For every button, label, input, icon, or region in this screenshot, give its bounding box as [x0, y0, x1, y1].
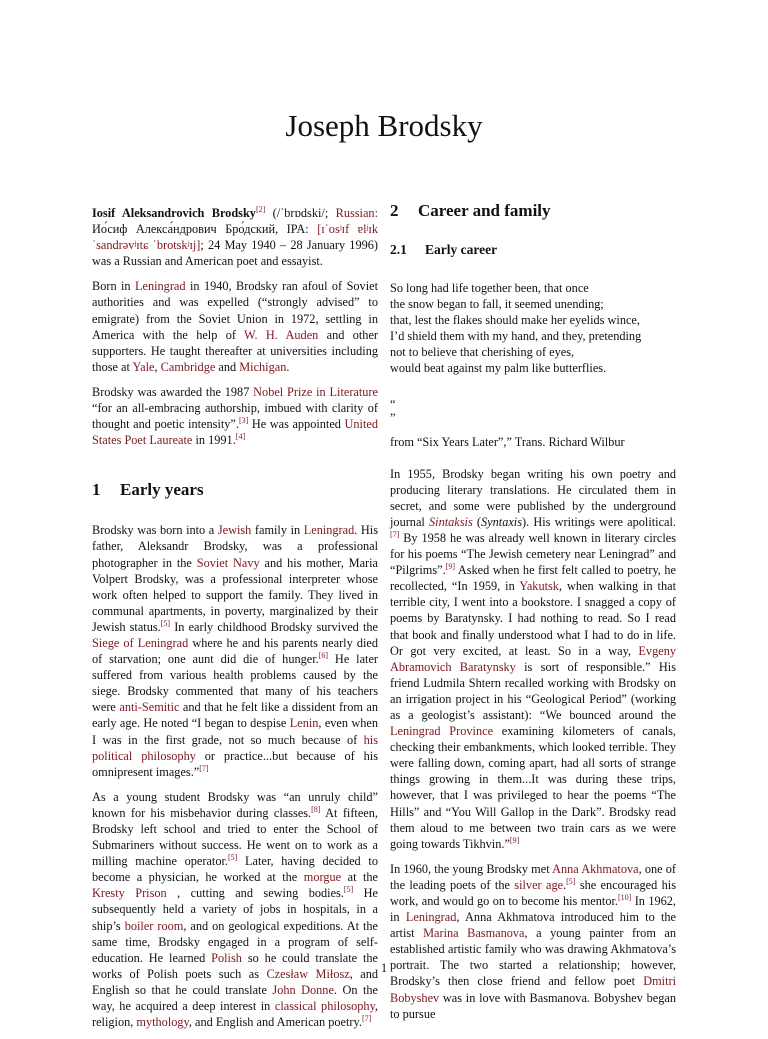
link-czeslaw-milosz[interactable]: Czesław Miłosz — [266, 966, 350, 981]
text-span: He was appointed — [248, 417, 345, 432]
section-heading-early-years — [92, 480, 378, 500]
poem-line: So long had life together been, that once — [390, 281, 589, 295]
text-span: ). His writings were apolitical. — [522, 514, 677, 529]
text-span: and other supporters. He taught thereafter at universities including those at — [92, 327, 379, 374]
poem-line: not to believe that cherishing of eyes, — [390, 345, 575, 360]
text-span: As a young student Brodsky was “an unruly child” known for his misbehavior during classes. — [92, 789, 378, 820]
text-span: ( — [472, 514, 482, 529]
citation-link[interactable]: [4] — [235, 432, 246, 442]
text-span: In early childhood Brodsky survived the — [170, 619, 378, 634]
poem-line: I’d shield them with my hand, and they, pretending — [390, 329, 642, 344]
text-span: , and on geological expeditions. At the same time, Brodsky engaged in a program of self-education. He learned — [92, 918, 378, 965]
text-span: Brodsky was awarded the 1987 — [92, 384, 254, 399]
link-anti-semitic[interactable]: anti-Semitic — [119, 700, 180, 715]
citation-link[interactable]: [9] — [509, 835, 520, 845]
subject-name: Iosif Aleksandrovich Brodsky — [92, 206, 256, 220]
link-leningrad-province[interactable]: Leningrad Province — [390, 724, 494, 739]
text-span: in 1991. — [192, 433, 236, 448]
text-span: , and English and American poetry. — [188, 1015, 362, 1030]
text-span: where he and his parents nearly died of starvation; one aunt did die of hunger. — [92, 635, 378, 667]
link-leningrad[interactable]: Leningrad — [303, 523, 355, 538]
link-siege-of-leningrad[interactable]: Siege of Leningrad — [92, 635, 189, 650]
text-span: Born in — [92, 279, 135, 294]
russian-language-link[interactable]: Russian: — [335, 206, 378, 220]
poem-quote — [390, 280, 676, 377]
intro-paragraph-2 — [92, 278, 378, 375]
poem-line: would beat against my palm like butterflies. — [390, 361, 607, 376]
text-span: was in love with Basmanova. Bobyshev began to pursue — [390, 990, 676, 1021]
link-mythology[interactable]: mythology — [136, 1015, 189, 1030]
citation-link[interactable]: [5] — [227, 853, 238, 863]
text-span: she encouraged his work, and would go on to become his mentor. — [390, 877, 676, 908]
link-jewish[interactable]: Jewish — [217, 523, 252, 538]
link-auden[interactable]: W. H. Auden — [244, 327, 319, 342]
text-span: Ио́сиф Алекса́ндрович Бро́дский, IPA: — [92, 222, 318, 237]
link-yakutsk[interactable]: Yakutsk — [519, 579, 559, 594]
citation-link[interactable]: [9] — [445, 562, 456, 572]
text-span: , a young painter from an established artistic family who was drawing Akhmatova’s portrait. The two started a relationship; however, Brodsky’s then close friend and fellow poet — [390, 926, 676, 989]
text-span: , even when I was in the first grade, not so much because of — [92, 716, 378, 747]
link-silver-age[interactable]: silver age — [514, 877, 564, 892]
link-yale[interactable]: Yale — [132, 359, 155, 374]
intro-paragraph-3 — [92, 384, 378, 448]
citation-link[interactable]: [7] — [199, 763, 209, 773]
section-number: 2 — [390, 201, 399, 220]
text-span: Later, having decided to become a physician, he worked at the — [92, 854, 378, 885]
text-span: In 1960, the young Brodsky met — [390, 861, 553, 876]
citation-link[interactable]: [5] — [160, 618, 171, 628]
citation-link[interactable]: [5] — [343, 885, 354, 895]
link-anna-akhmatova[interactable]: Anna Akhmatova — [552, 861, 639, 876]
section-number: 1 — [92, 480, 101, 500]
text-span: In 1962, in — [390, 894, 676, 925]
text-span: By 1958 he was already well known in literary circles for his poems “The Jewish cemetery near Leningrad” and “Pilgrims”. — [390, 530, 676, 578]
italic-title: Syntaxis — [481, 514, 523, 529]
text-span: . — [563, 877, 567, 892]
right-column — [390, 198, 676, 1031]
citation-link[interactable]: [2] — [255, 204, 266, 214]
link-classical-philosophy[interactable]: classical philosophy — [274, 999, 375, 1014]
text-span: In 1955, Brodsky began writing his own poetry and producing literary translations. He circulated them in secret, and some were published by the underground journal — [390, 466, 676, 529]
text-span: . His father, Aleksandr Brodsky, was a professional photographer in the — [92, 523, 378, 570]
text-span: family in — [251, 523, 304, 538]
early-years-paragraph-2 — [92, 789, 378, 1030]
early-years-paragraph-1 — [92, 522, 378, 780]
citation-link[interactable]: [3] — [238, 416, 249, 426]
text-span: and — [215, 359, 240, 374]
text-span: , when walking in that terrible city, I went into a bookstore. I snagged a copy of poems by Baratynsky. I had nothing to read. So I read that book and finally understood what I had to do in life. Or got very excited, at least. So in a way, — [390, 579, 676, 658]
open-quote-mark: “ — [390, 396, 396, 411]
ipa-link[interactable]: [ɪˈosʲɪf ɐlʲɪkˈsandrəvʲɪtɕ ˈbrotskʲɪj] — [92, 222, 378, 253]
text-span: and that he felt like a dissident from an early age. He noted “I began to despise — [92, 700, 378, 731]
text-span: Asked when he first felt called to poetry, he recollected, “In 1959, in — [390, 563, 676, 594]
link-political-philosophy[interactable]: his political philosophy — [92, 732, 378, 763]
poem-attribution: from “Six Years Later”,” Trans. Richard Wilbur — [390, 434, 625, 449]
text-span: so he could translate the works of Polish poets such as — [92, 950, 379, 981]
link-sintaksis[interactable]: Sintaksis — [429, 514, 473, 529]
link-leningrad[interactable]: Leningrad — [135, 279, 186, 294]
text-span: He later suffered from various health problems caused by the siege. Brodsky commented that many of his teachers were — [92, 652, 378, 715]
text-span: . On the way, he acquired a deep interest in — [92, 982, 378, 1014]
text-span: , religion, — [92, 999, 378, 1030]
link-michigan[interactable]: Michigan — [239, 359, 287, 374]
subsection-number: 2.1 — [390, 242, 407, 257]
text-span: , — [154, 359, 161, 374]
link-poet-laureate[interactable]: United States Poet Laureate — [92, 417, 378, 448]
citation-link[interactable]: [7] — [390, 529, 400, 539]
link-cambridge[interactable]: Cambridge — [160, 359, 216, 374]
poem-line: the snow began to fall, it seemed unending; — [390, 297, 604, 312]
text-span: Brodsky was born into a — [92, 523, 218, 538]
text-span: , cutting and sewing bodies. — [166, 886, 344, 901]
link-lenin[interactable]: Lenin — [289, 716, 319, 731]
link-nobel-prize[interactable]: Nobel Prize in Literature — [253, 384, 378, 399]
section-title: Career and family — [418, 201, 551, 220]
text-span: , and English so that he could translate — [92, 966, 378, 997]
poem-line: that, lest the flakes should make her eyelids wince, — [390, 313, 640, 328]
subsection-title: Early career — [425, 242, 498, 257]
intro-paragraph-1 — [92, 205, 378, 269]
text-span: ; 24 May 1940 – 28 January 1996) was a Russian and American poet and essayist. — [92, 238, 378, 269]
text-span: “for an all-embracing authorship, imbued with clarity of thought and poetic intensity”. — [92, 401, 378, 432]
link-dmitri-bobyshev[interactable]: Dmitri Bobyshev — [390, 974, 676, 1005]
text-span: He subsequently held a variety of jobs in hospitals, in a ship’s — [92, 886, 378, 933]
text-span: , Anna Akhmatova introduced him to the artist — [390, 910, 677, 941]
citation-link[interactable]: [7] — [361, 1014, 372, 1024]
link-boiler-room[interactable]: boiler room — [124, 918, 184, 933]
text-span: (/ˈbrɒdski/; — [265, 206, 336, 220]
text-span: , one of the leading poets of the — [390, 861, 676, 892]
link-kresty-prison[interactable]: Kresty Prison — [92, 886, 167, 901]
citation-link[interactable]: [8] — [311, 804, 321, 814]
page-number: 1 — [380, 961, 388, 975]
link-soviet-navy[interactable]: Soviet Navy — [196, 555, 260, 570]
citation-link[interactable]: [10] — [617, 892, 632, 902]
text-span: and his mother, Maria Volpert Brodsky, was a professional interpreter whose work often helped to support the family. They lived in communal apartments, in poverty, marginalized by their Jewish status. — [92, 555, 378, 634]
page-title: Joseph Brodsky — [285, 108, 483, 143]
link-leningrad[interactable]: Leningrad — [405, 910, 457, 925]
link-marina-basmanova[interactable]: Marina Basmanova — [423, 926, 525, 941]
link-morgue[interactable]: morgue — [303, 870, 342, 885]
section-title: Early years — [120, 480, 204, 500]
text-span: . — [286, 359, 290, 374]
text-span: At fifteen, Brodsky left school and tried to enter the School of Submariners without success. He went on to work as a milling machine operator. — [92, 805, 378, 869]
left-column — [92, 198, 378, 1039]
text-span: at the — [341, 870, 378, 885]
text-span: in 1940, Brodsky ran afoul of Soviet authorities and was expelled (“strongly advised” to emigrate) from the Soviet Union in 1972, settling in America with the help of — [92, 279, 378, 342]
section-heading-career-and-family — [390, 201, 676, 221]
link-baratynsky[interactable]: Evgeny Abramovich Baratynsky — [390, 643, 676, 674]
early-career-paragraph-2 — [390, 861, 676, 1022]
text-span: examining kilometers of canals, checking their embankments, which looked terrible. They were falling down, coming apart, had all sorts of strange things growing in them...It was during these trips, however, that I was privileged to hear the poems “The Hills” and “You Will Gallop in the Dark”. Brodsky read them aloud to me between two train cars as we were going towards Tikhvin.” — [390, 724, 676, 851]
text-span: or practice...but because of his omnipresent images.” — [92, 748, 379, 779]
text-span: is sort of responsible.” His friend Ludmila Shtern recalled working with Brodsky on an irrigation project in his “Geological Period” (working as a geologist’s assistant): “We bounced around the — [390, 659, 676, 722]
subsection-heading-early-career — [390, 242, 676, 258]
citation-link[interactable]: [5] — [566, 876, 576, 886]
link-polish[interactable]: Polish — [211, 950, 242, 965]
close-quote-mark: ” — [390, 410, 396, 425]
link-john-donne[interactable]: John Donne — [272, 982, 334, 997]
early-career-paragraph-1 — [390, 466, 676, 852]
citation-link[interactable]: [6] — [318, 650, 329, 660]
